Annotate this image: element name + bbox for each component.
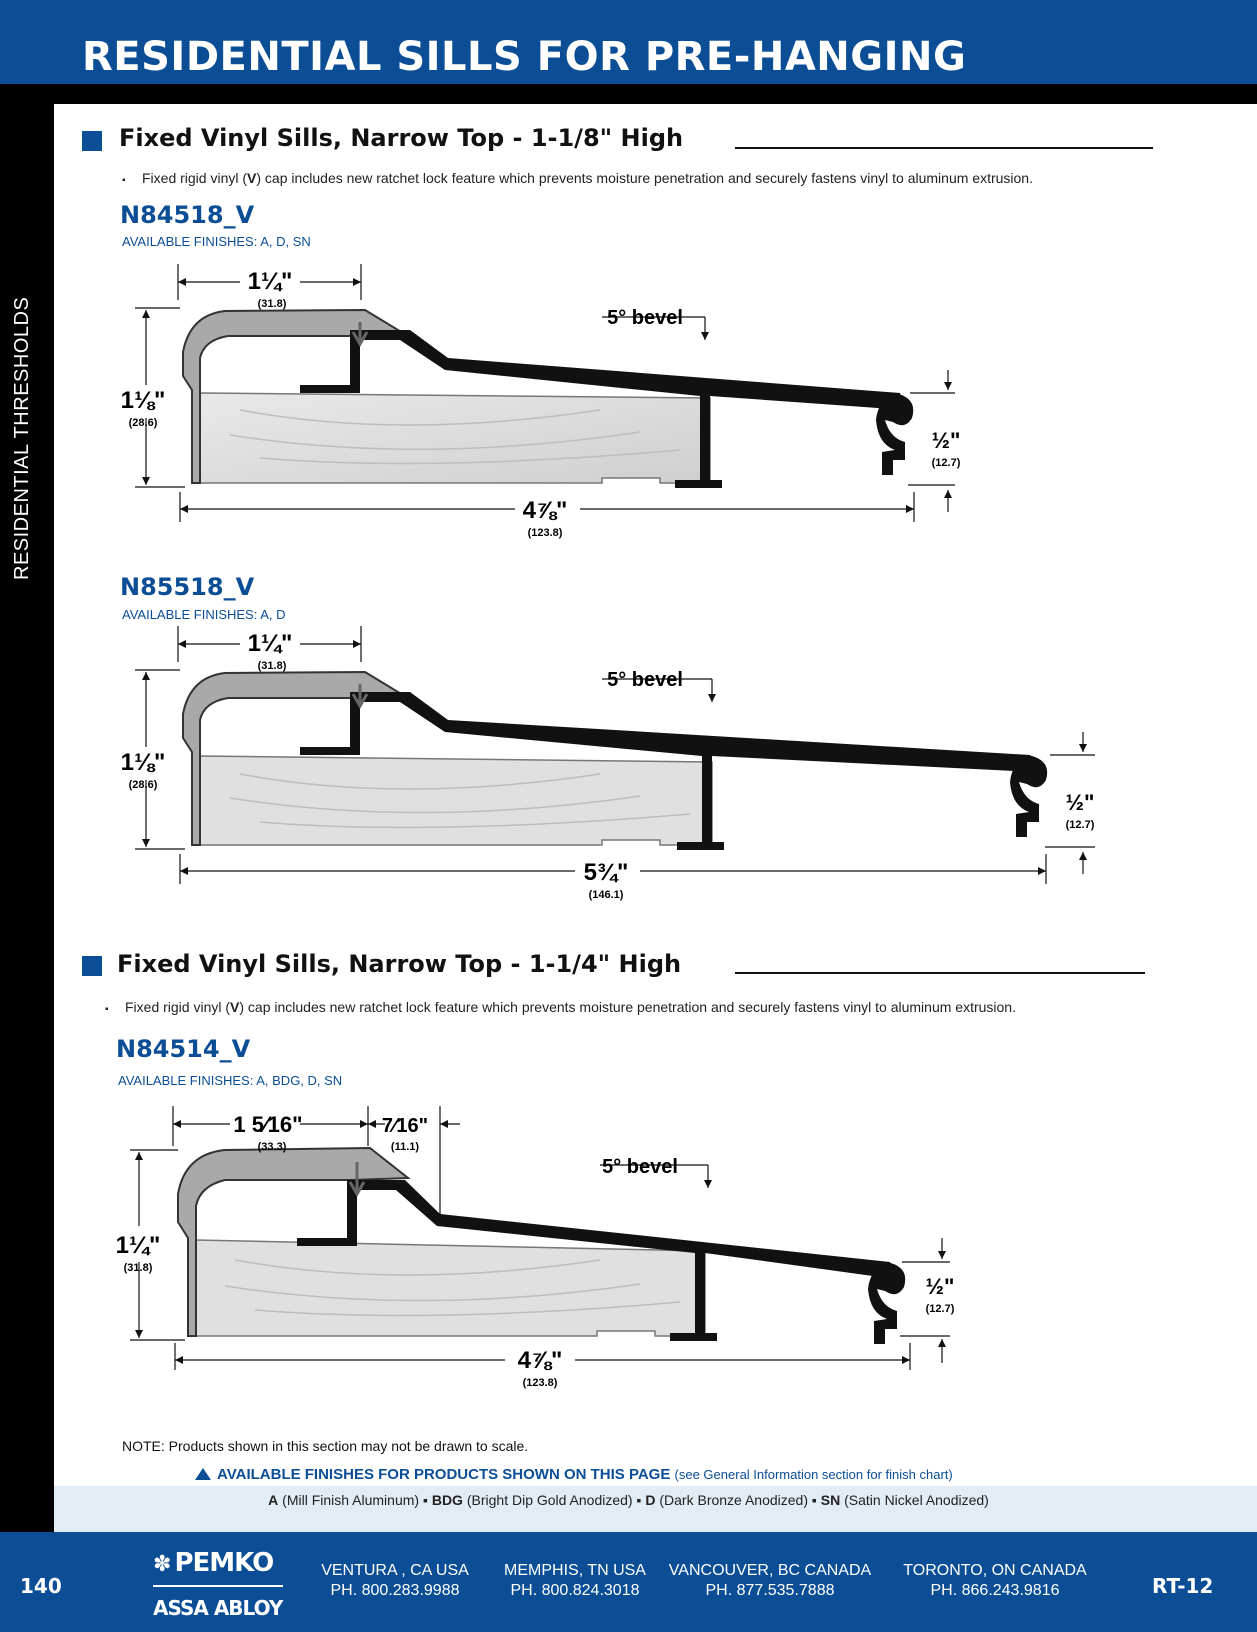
dim-top-width: 1¼" — [247, 268, 293, 295]
section-rule — [735, 147, 1153, 149]
scale-note: NOTE: Products shown in this section may not be drawn to scale. — [122, 1438, 529, 1454]
dim-lip-mm: (12.7) — [1065, 819, 1095, 831]
assa-abloy-logo: ASSA ABLOY — [153, 1596, 283, 1620]
model-number: N85518_V — [120, 573, 255, 601]
dim-lip: ½" — [1065, 790, 1095, 815]
page-title: RESIDENTIAL SILLS FOR PRE-HANGING — [82, 34, 967, 80]
section-marker — [82, 131, 102, 151]
office-memphis: MEMPHIS, TN USA PH. 800.824.3018 — [504, 1562, 646, 1599]
dim-total-width: 4⅞" — [517, 1347, 563, 1374]
dim-total-width-mm: (146.1) — [588, 889, 624, 901]
dim-lip-mm: (12.7) — [931, 457, 961, 469]
section-rule — [735, 972, 1145, 974]
dim-top-width: 1¼" — [247, 630, 293, 657]
pemko-logo: ✽ PEMKO — [153, 1548, 274, 1578]
dim-extra-width-mm: (11.1) — [390, 1141, 420, 1153]
office-toronto: TORONTO, ON CANADA PH. 866.243.9816 — [903, 1562, 1087, 1599]
available-finishes-title: AVAILABLE FINISHES FOR PRODUCTS SHOWN ON THIS PAGE (see General Information section for finish chart) — [195, 1466, 953, 1483]
sill-drawing-n85518 — [0, 622, 1257, 907]
model-finishes: AVAILABLE FINISHES: A, D, SN — [122, 234, 311, 249]
dim-height-mm: (28.6) — [128, 779, 158, 791]
model-finishes: AVAILABLE FINISHES: A, D — [122, 607, 286, 622]
dim-total-width-mm: (123.8) — [522, 1377, 558, 1389]
dim-lip: ½" — [931, 428, 961, 453]
dim-lip-mm: (12.7) — [925, 1303, 955, 1315]
dim-height-mm: (31.8) — [123, 1262, 153, 1274]
bevel-label: 5° bevel — [607, 307, 683, 329]
model-number: N84514_V — [116, 1035, 251, 1063]
dim-top-width-mm: (31.8) — [257, 298, 287, 310]
dim-height: 1⅛" — [120, 749, 166, 776]
feature-bullet: ▪ Fixed rigid vinyl (V) cap includes new ratchet lock feature which prevents moisture penetration and securely fastens vinyl to aluminum extrusion. — [105, 999, 1016, 1015]
office-ventura: VENTURA , CA USA PH. 800.283.9988 — [321, 1562, 469, 1599]
section-marker — [82, 956, 102, 976]
dim-total-width: 5¾" — [583, 859, 629, 886]
dim-top-width-mm: (31.8) — [257, 660, 287, 672]
feature-bullet: ▪ Fixed rigid vinyl (V) cap includes new ratchet lock feature which prevents moisture penetration and securely fastens vinyl to aluminum extrusion. — [122, 170, 1033, 186]
dim-total-width-mm: (123.8) — [527, 527, 563, 539]
page-number: 140 — [20, 1574, 62, 1598]
dim-top-width: 1 5⁄16" — [233, 1112, 303, 1137]
dim-height: 1⅛" — [120, 387, 166, 414]
sill-drawing-n84518 — [0, 260, 1257, 545]
dim-height-mm: (28.6) — [128, 417, 158, 429]
dim-top-width-mm: (33.3) — [257, 1141, 287, 1153]
pemko-mark-icon: ✽ — [153, 1552, 171, 1577]
bevel-label: 5° bevel — [607, 669, 683, 691]
section-heading: Fixed Vinyl Sills, Narrow Top - 1-1/4" High — [117, 950, 682, 978]
finish-chart-reference: (see General Information section for finish chart) — [674, 1467, 953, 1482]
model-number: N84518_V — [120, 201, 255, 229]
triangle-icon — [195, 1468, 211, 1480]
finish-list: A (Mill Finish Aluminum) ▪ BDG (Bright Dip Gold Anodized) ▪ D (Dark Bronze Anodized) ▪ SN (Satin Nickel Anodized) — [268, 1492, 989, 1508]
page-code: RT-12 — [1152, 1574, 1214, 1598]
dim-lip: ½" — [925, 1274, 955, 1299]
model-finishes: AVAILABLE FINISHES: A, BDG, D, SN — [118, 1073, 343, 1088]
dim-total-width: 4⅞" — [522, 497, 568, 524]
bevel-label: 5° bevel — [602, 1156, 678, 1178]
dim-extra-width: 7⁄16" — [381, 1115, 429, 1137]
sill-drawing-n84514 — [0, 1098, 1257, 1398]
logo-divider — [153, 1585, 283, 1587]
header-divider — [0, 84, 1257, 104]
dim-height: 1¼" — [115, 1232, 161, 1259]
office-vancouver: VANCOUVER, BC CANADA PH. 877.535.7888 — [668, 1562, 872, 1599]
section-heading: Fixed Vinyl Sills, Narrow Top - 1-1/8" High — [119, 124, 684, 152]
